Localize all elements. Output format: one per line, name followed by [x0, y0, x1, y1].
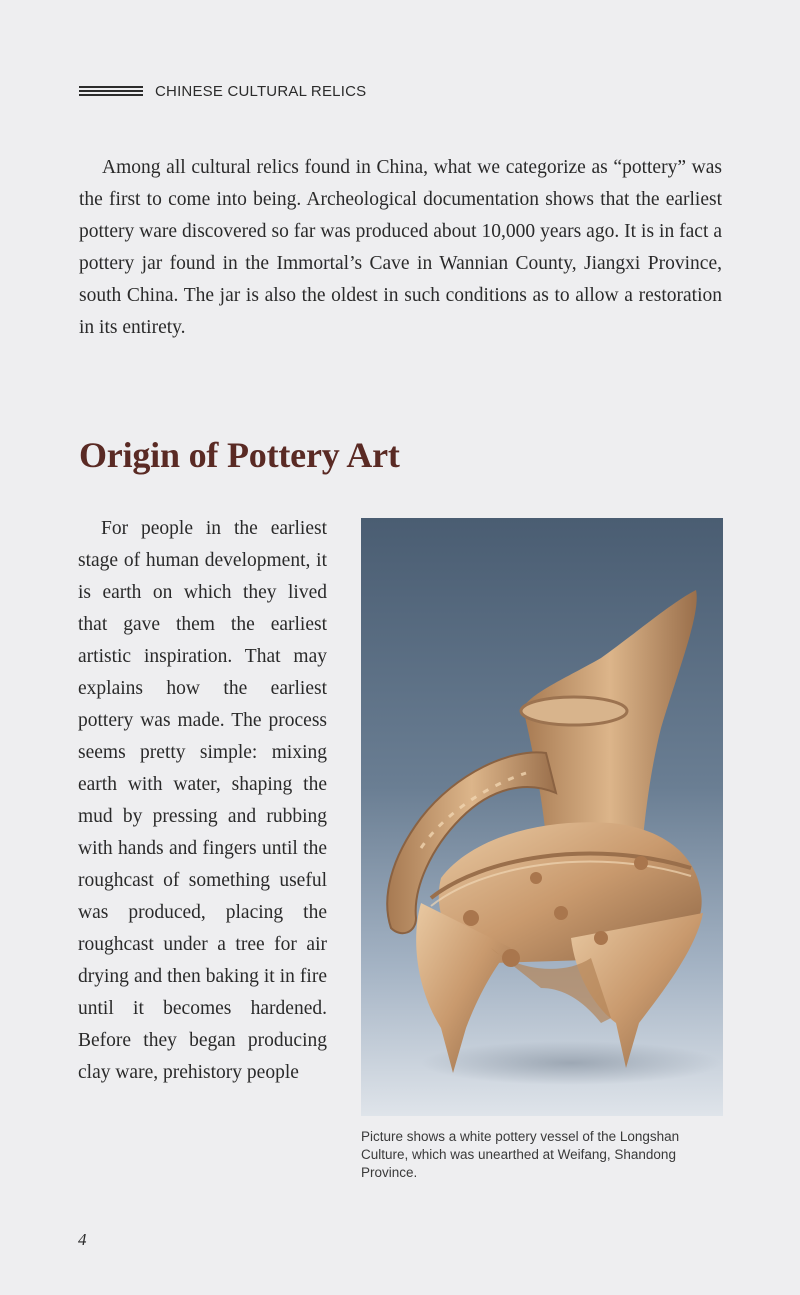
page-number: 4 — [78, 1230, 87, 1249]
pottery-vessel-illustration — [361, 518, 723, 1116]
section-title: Origin of Pottery Art — [79, 435, 400, 475]
section-body: For people in the earliest stage of human development, it is earth on which they lived that gave them the earliest artistic inspiration. That may explains how the earliest pottery was made. The process seems pretty simple: mixing earth with water, shaping the mud by pressing and rubbing with hands and fingers until the roughcast of something useful was produced, placing the roughcast under a tree for air drying and then baking it in fire until it becomes hardened. Before they began producing clay ware, prehistory people — [78, 518, 327, 1083]
intro-paragraph: Among all cultural relics found in China, what we categorize as “pottery” was the first to come into being. Archeological documentation shows that the earliest pottery ware discovered so far was produced about 10,000 years ago. It is in fact a pottery jar found in the Immortal’s Cave in Wannian County, Jiangxi Province, south China. The jar is also the oldest in such conditions as to allow a restoration in its entirety. — [79, 157, 722, 338]
pottery-vessel-photo — [361, 518, 723, 1116]
running-title: CHINESE CULTURAL RELICS — [155, 83, 367, 100]
header-rule — [79, 86, 143, 97]
figure-caption: Picture shows a white pottery vessel of the Longshan Culture, which was unearthed at Weifang, Shandong Province. — [361, 1129, 680, 1180]
